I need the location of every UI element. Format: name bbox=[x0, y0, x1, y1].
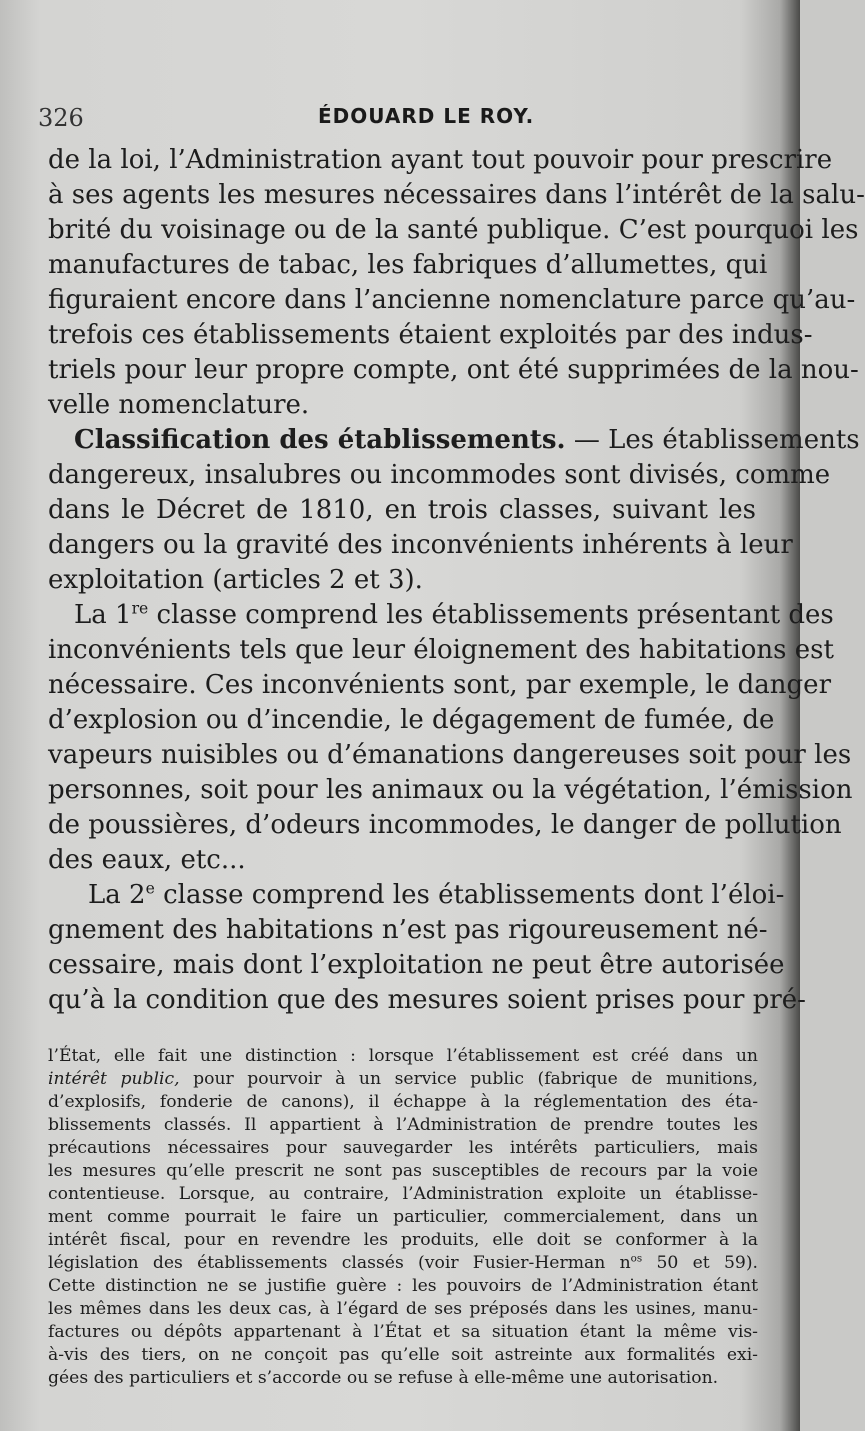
footnote-line: l’État, elle fait une distinction : lorsque l’établissement est créé dans un bbox=[48, 1046, 758, 1066]
footnote-line: gées des particuliers et s’accorde ou se refuse à elle-même une autorisation. bbox=[48, 1368, 719, 1388]
footnote-ref-sup: os bbox=[630, 1252, 643, 1265]
body-line: inconvénients tels que leur éloignement des habitations est bbox=[48, 635, 834, 665]
body-line: velle nomenclature. bbox=[48, 390, 310, 420]
footnote-italic: intérêt public, bbox=[48, 1069, 180, 1089]
footnote-line: précautions nécessaires pour sauvegarder les intérêts particuliers, mais bbox=[48, 1138, 758, 1158]
footnote-ref-line bbox=[48, 1252, 758, 1274]
body-line: vapeurs nuisibles ou d’émanations dangereuses soit pour les bbox=[48, 740, 852, 770]
page-number: 326 bbox=[38, 104, 84, 132]
class1-rest: classe comprend les établissements présentant des bbox=[148, 600, 834, 630]
body-line: personnes, soit pour les animaux ou la végétation, l’émission bbox=[48, 775, 853, 805]
section-first-line bbox=[74, 423, 860, 457]
body-line: trefois ces établissements étaient exploités par des indus- bbox=[48, 320, 813, 350]
body-line: dangereux, insalubres ou incommodes sont divisés, comme bbox=[48, 460, 831, 490]
class1-prefix: La 1 bbox=[74, 600, 132, 630]
footnote-ref-text: législation des établissements classés (voir Fusier-Herman n bbox=[48, 1253, 631, 1273]
footnote-line: contentieuse. Lorsque, au contraire, l’Administration exploite un établisse- bbox=[48, 1184, 758, 1204]
class2-first-line bbox=[88, 878, 785, 912]
body-line: de la loi, l’Administration ayant tout pouvoir pour prescrire bbox=[48, 145, 833, 175]
running-title: ÉDOUARD LE ROY. bbox=[318, 104, 535, 128]
body-line: dans le Décret de 1810, en trois classes, suivant les bbox=[48, 495, 756, 525]
class2-rest: classe comprend les établissements dont l’éloi- bbox=[154, 880, 785, 910]
footnote-line: intérêt fiscal, pour en revendre les produits, elle doit se conformer à la bbox=[48, 1230, 758, 1250]
body-line: brité du voisinage ou de la santé publique. C’est pourquoi les bbox=[48, 215, 859, 245]
body-line: qu’à la condition que des mesures soient prises pour pré- bbox=[48, 985, 806, 1015]
body-line: à ses agents les mesures nécessaires dans l’intérêt de la salu- bbox=[48, 180, 865, 210]
body-line: des eaux, etc... bbox=[48, 845, 246, 875]
body-line: d’explosion ou d’incendie, le dégagement de fumée, de bbox=[48, 705, 775, 735]
section-lead: — Les établissements bbox=[573, 425, 860, 455]
class1-sup: re bbox=[131, 599, 149, 618]
footnote-ref-tail: 50 et 59). bbox=[642, 1253, 758, 1273]
class2-prefix: La 2 bbox=[88, 880, 146, 910]
footnote-line: les mesures qu’elle prescrit ne sont pas susceptibles de recours par la voie bbox=[48, 1161, 758, 1181]
footnote-line: blissements classés. Il appartient à l’Administration de prendre toutes les bbox=[48, 1115, 758, 1135]
body-line: dangers ou la gravité des inconvénients inhérents à leur bbox=[48, 530, 793, 560]
body-line: triels pour leur propre compte, ont été supprimées de la nou- bbox=[48, 355, 859, 385]
body-line: gnement des habitations n’est pas rigoureusement né- bbox=[48, 915, 768, 945]
page-header bbox=[38, 98, 758, 138]
footnote-line-with-italic bbox=[48, 1068, 758, 1090]
class2-sup: e bbox=[145, 879, 155, 898]
footnote-rest: pour pourvoir à un service public (fabrique de munitions, bbox=[179, 1069, 758, 1089]
body-line: manufactures de tabac, les fabriques d’allumettes, qui bbox=[48, 250, 768, 280]
body-line: cessaire, mais dont l’exploitation ne peut être autorisée bbox=[48, 950, 785, 980]
section-heading: Classification des établissements. bbox=[74, 425, 566, 455]
footnote-line: ment comme pourrait le faire un particulier, commercialement, dans un bbox=[48, 1207, 758, 1227]
footnote-line: les mêmes dans les deux cas, à l’égard de ses préposés dans les usines, manu- bbox=[48, 1299, 758, 1319]
footnote-line: Cette distinction ne se justifie guère : les pouvoirs de l’Administration étant bbox=[48, 1276, 758, 1296]
footnote-line: d’explosifs, fonderie de canons), il échappe à la réglementation des éta- bbox=[48, 1092, 758, 1112]
body-line: figuraient encore dans l’ancienne nomenclature parce qu’au- bbox=[48, 285, 856, 315]
footnote-line: factures ou dépôts appartenant à l’État et sa situation étant la même vis- bbox=[48, 1322, 758, 1342]
body-line: exploitation (articles 2 et 3). bbox=[48, 565, 423, 595]
class1-first-line bbox=[74, 598, 834, 632]
footnote-line: à-vis des tiers, on ne conçoit pas qu’elle soit astreinte aux formalités exi- bbox=[48, 1345, 758, 1365]
body-line: de poussières, d’odeurs incommodes, le danger de pollution bbox=[48, 810, 842, 840]
body-line: nécessaire. Ces inconvénients sont, par exemple, le danger bbox=[48, 670, 831, 700]
